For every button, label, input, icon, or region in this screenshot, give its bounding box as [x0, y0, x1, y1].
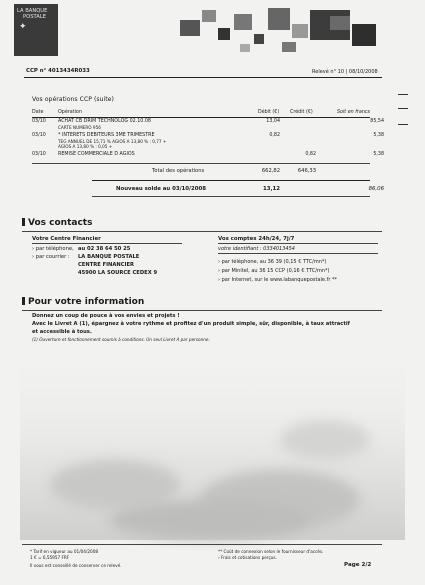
- page-number: Page 2/2: [344, 562, 372, 568]
- info-heading: [22, 297, 144, 307]
- accounts-rule: [218, 243, 378, 244]
- col-credit: Crédit (€): [290, 110, 313, 115]
- access-minitel: › par Minitel, au 36 15 CCP (0,16 € TTC/mn*): [218, 268, 330, 274]
- identifier: votre identifiant : 0334013454: [218, 246, 295, 252]
- row-debit: 0,82: [269, 133, 280, 138]
- row-date: 03/10: [32, 133, 46, 138]
- center-phone-value: au 02 38 64 50 25: [78, 246, 131, 252]
- info-line1: Donnez un coup de pouce à vos envies et projets !: [32, 313, 180, 319]
- header-divider: [24, 77, 382, 78]
- col-date: Date: [32, 110, 44, 115]
- operations-title: Vos opérations CCP (suite): [32, 96, 114, 103]
- identifier-rule: [218, 253, 378, 254]
- footer-right2: › Frais et cotisations perçus.: [218, 555, 277, 560]
- balance-debit: 13,12: [262, 186, 280, 192]
- footer-rule: [22, 544, 382, 545]
- logo-line2: POSTALE: [23, 14, 46, 20]
- row-label: REMISE COMMERCIALE D AGIOS: [58, 152, 135, 157]
- row-detail: AGIOS A 13,80 % : 0,05 +: [58, 144, 113, 149]
- row-debit: 13,04: [266, 119, 280, 124]
- margin-mark: [398, 94, 408, 95]
- row-date: 03/10: [32, 152, 46, 157]
- col-debit: Débit (€): [258, 110, 280, 115]
- col-francs: Soit en francs: [337, 110, 371, 115]
- total-credit: 646,33: [297, 168, 316, 174]
- balance-label: Nouveau solde au 03/10/2008: [116, 186, 207, 192]
- info-line2: Avec le Livret A (1), épargnez à votre rythme et profitez d'un produit simple, sûr, disponible, à taux attractif: [32, 321, 350, 327]
- balance-underline: [92, 196, 370, 197]
- footer-left3: Il vous est conseillé de conserver ce relevé.: [30, 563, 122, 568]
- col-operation: Opération: [58, 110, 82, 115]
- center-rule: [32, 243, 182, 244]
- accounts-title: Vos comptes 24h/24, 7j/7: [218, 236, 295, 242]
- row-date: 03/10: [32, 119, 46, 124]
- row-detail: TEG ANNUEL DE 15,71 % AGIOS A 13,80 % : 0,77 +: [58, 139, 167, 144]
- info-title: Pour votre information: [28, 297, 145, 307]
- contacts-rule: [22, 231, 382, 232]
- row-francs: 5,38: [373, 152, 384, 157]
- footer-left2: 1 € = 6,55957 FRF: [30, 555, 70, 560]
- row-francs: 5,38: [373, 133, 384, 138]
- row-detail: CARTE NUMERO 956: [58, 125, 101, 130]
- bird-icon: ✦: [19, 22, 27, 32]
- center-mail-label: › par courrier :: [32, 254, 70, 260]
- footer-left1: * Tarif en vigueur au 01/04/2008: [30, 549, 99, 554]
- center-mail-line2: CENTRE FINANCIER: [78, 262, 135, 268]
- margin-mark: [398, 124, 408, 125]
- ccp-number: CCP n° 4013434R033: [26, 68, 90, 74]
- margin-mark: [398, 108, 408, 109]
- access-phone: › par téléphone, au 36 39 (0,15 € TTC/mn*): [218, 259, 327, 265]
- center-title: Votre Centre Financier: [32, 236, 101, 242]
- table-header-rule: [32, 117, 370, 118]
- info-footnote: (1) Ouverture et fonctionnement soumis à conditions. Un seul Livret A par personne.: [32, 337, 210, 342]
- bank-logo: [14, 4, 58, 56]
- row-label: * INTERETS DEBITEURS 3ME TRIMESTRE: [58, 133, 155, 138]
- info-rule: [22, 310, 382, 311]
- header-mosaic: [180, 6, 380, 58]
- statement-ref: Relevé n° 10 | 08/10/2008: [312, 69, 378, 75]
- center-mail-line3: 45900 LA SOURCE CEDEX 9: [78, 270, 158, 276]
- background-photo: [20, 350, 405, 540]
- row-credit: 0,82: [305, 152, 316, 157]
- row-label: ACHAT CB DRIM TECHNOLOG 02.10.08: [58, 119, 151, 124]
- contacts-heading: [22, 218, 92, 228]
- center-mail-line1: LA BANQUE POSTALE: [78, 254, 140, 260]
- access-internet[interactable]: › par Internet, sur le www.labanquepostale.fr **: [218, 277, 337, 283]
- row-francs: 85,54: [370, 119, 384, 124]
- balance-francs: 86,06: [368, 186, 384, 192]
- section-bar-icon: [22, 297, 25, 305]
- center-phone-label: › par téléphone,: [32, 246, 74, 252]
- footer-right1: ** Coût de connexion selon le fournisseur d'accès.: [218, 549, 324, 554]
- balance-rule: [92, 180, 370, 181]
- total-debit: 662,82: [261, 168, 280, 174]
- logo-line1: LA BANQUE: [17, 8, 48, 14]
- contacts-title: Vos contacts: [28, 218, 93, 228]
- totals-rule: [32, 163, 370, 164]
- total-label: Total des opérations: [152, 168, 205, 174]
- info-line3: et accessible à tous.: [32, 329, 92, 335]
- section-bar-icon: [22, 218, 25, 226]
